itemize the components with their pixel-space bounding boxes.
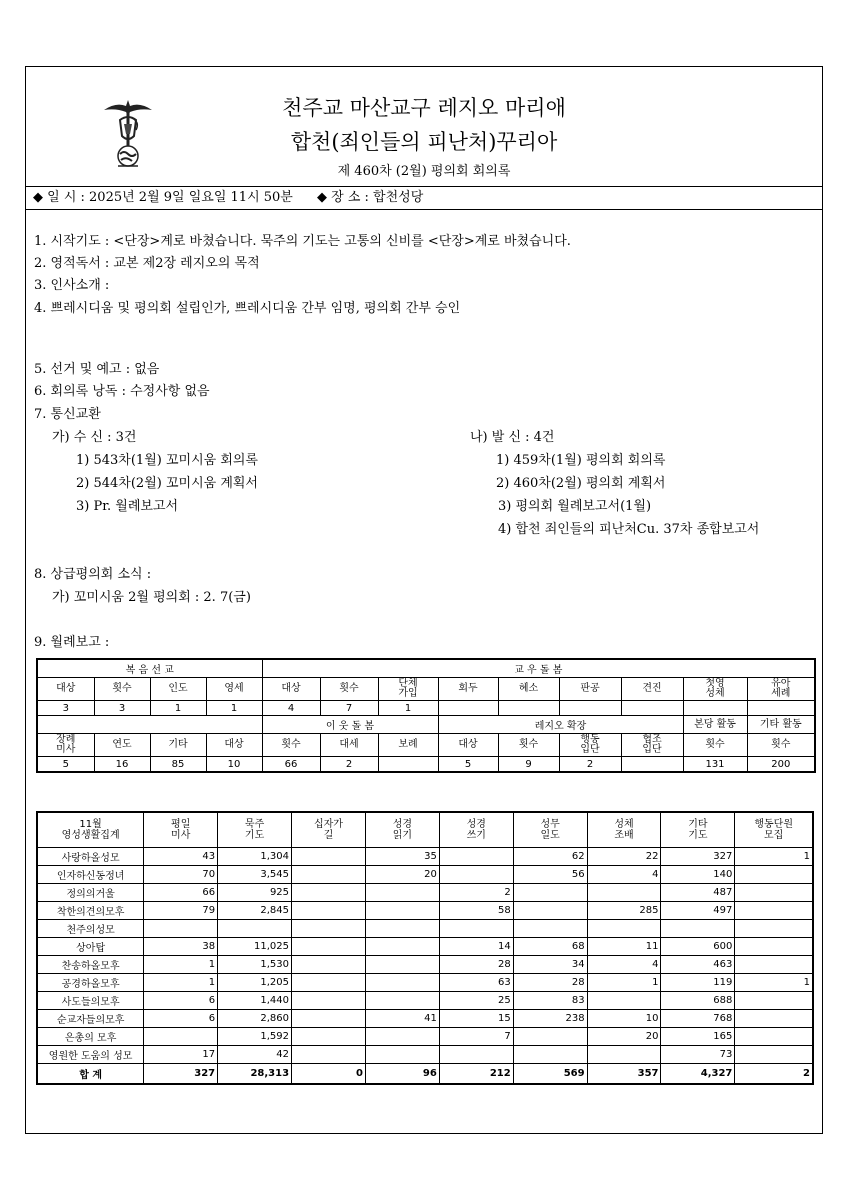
group-header-evangelization: 복 음 선 교 bbox=[37, 659, 262, 678]
table-cell: 7 bbox=[439, 1028, 513, 1046]
table-cell: 4 bbox=[262, 701, 320, 716]
table-cell bbox=[218, 920, 292, 938]
table-cell bbox=[439, 1046, 513, 1064]
table-cell bbox=[144, 1028, 218, 1046]
table-cell: 1,592 bbox=[218, 1028, 292, 1046]
table-cell: 34 bbox=[513, 956, 587, 974]
group-header-neighbor-care: 이 웃 돌 봄 bbox=[262, 716, 438, 734]
item-approvals: 4. 쁘레시디움 및 평의회 설립인가, 쁘레시디움 간부 임명, 평의회 간부 승인 bbox=[34, 301, 461, 316]
value-row bbox=[37, 701, 815, 716]
table-cell bbox=[587, 992, 661, 1010]
table-cell: 1,304 bbox=[218, 848, 292, 866]
meeting-date: ◆ 일 시 : 2025년 2월 9일 일요일 11시 50분 bbox=[33, 190, 293, 205]
table-cell bbox=[292, 902, 366, 920]
table-cell: 131 bbox=[683, 757, 747, 773]
table-cell: 58 bbox=[439, 902, 513, 920]
column-header: 견진 bbox=[621, 678, 683, 701]
table-cell bbox=[292, 884, 366, 902]
page-subtitle: 합천(죄인들의 피난처)꾸리아 bbox=[290, 130, 558, 154]
table-cell: 768 bbox=[661, 1010, 735, 1028]
column-header: 협조 입단 bbox=[621, 734, 683, 757]
table-cell: 327 bbox=[661, 848, 735, 866]
table-cell: 140 bbox=[661, 866, 735, 884]
received-item: 2) 544차(2월) 꼬미시움 계획서 bbox=[76, 476, 258, 491]
table-row bbox=[37, 1046, 813, 1064]
total-cell: 96 bbox=[365, 1064, 439, 1085]
received-item: 3) Pr. 월례보고서 bbox=[76, 499, 179, 514]
table-cell: 1 bbox=[144, 956, 218, 974]
table-cell: 22 bbox=[587, 848, 661, 866]
table-cell: 6 bbox=[144, 1010, 218, 1028]
sent-item: 3) 평의회 월례보고서(1월) bbox=[498, 499, 652, 514]
table-cell: 42 bbox=[218, 1046, 292, 1064]
sent-item: 2) 460차(2월) 평의회 계획서 bbox=[496, 476, 666, 491]
presidium-name: 사랑하올성모 bbox=[37, 848, 144, 866]
group-header-other-activity: 기타 활동 bbox=[747, 716, 815, 734]
table-cell bbox=[439, 920, 513, 938]
table-cell bbox=[735, 920, 813, 938]
table-cell bbox=[292, 1028, 366, 1046]
table-cell bbox=[735, 1028, 813, 1046]
table-cell: 1,530 bbox=[218, 956, 292, 974]
table-cell: 285 bbox=[587, 902, 661, 920]
column-header: 대세 bbox=[320, 734, 378, 757]
table-cell bbox=[559, 701, 621, 716]
table-cell bbox=[365, 884, 439, 902]
table-cell: 66 bbox=[144, 884, 218, 902]
table-cell bbox=[498, 701, 559, 716]
column-header: 행동 입단 bbox=[559, 734, 621, 757]
table-cell bbox=[365, 974, 439, 992]
total-row bbox=[37, 1064, 813, 1085]
table-cell: 20 bbox=[587, 1028, 661, 1046]
column-header: 횟수 bbox=[747, 734, 815, 757]
presidium-name: 정의의거울 bbox=[37, 884, 144, 902]
table-cell: 41 bbox=[365, 1010, 439, 1028]
received-item: 1) 543차(1월) 꼬미시움 회의록 bbox=[76, 453, 258, 468]
table-cell: 1 bbox=[735, 974, 813, 992]
column-header: 연도 bbox=[94, 734, 150, 757]
table-cell bbox=[621, 757, 683, 773]
table-cell: 2 bbox=[559, 757, 621, 773]
group-header-legion-expansion: 레지오 확장 bbox=[438, 716, 683, 734]
table-cell: 10 bbox=[587, 1010, 661, 1028]
item-higher-council: 8. 상급평의회 소식 : bbox=[34, 567, 152, 582]
table-cell bbox=[292, 956, 366, 974]
total-cell: 28,313 bbox=[218, 1064, 292, 1085]
table-row bbox=[37, 974, 813, 992]
table-cell bbox=[439, 866, 513, 884]
table-cell bbox=[292, 920, 366, 938]
total-cell: 357 bbox=[587, 1064, 661, 1085]
header-row bbox=[37, 734, 815, 757]
table-cell bbox=[735, 866, 813, 884]
monthly-report-table bbox=[36, 658, 816, 773]
column-header: 행동단원 모집 bbox=[735, 812, 813, 848]
table-cell: 2,845 bbox=[218, 902, 292, 920]
column-header: 인도 bbox=[150, 678, 206, 701]
table-cell: 600 bbox=[661, 938, 735, 956]
table-cell bbox=[587, 920, 661, 938]
total-cell: 4,327 bbox=[661, 1064, 735, 1085]
group-header-parish-activity: 본당 활동 bbox=[683, 716, 747, 734]
column-header: 대상 bbox=[262, 678, 320, 701]
table-cell bbox=[513, 1046, 587, 1064]
table-cell: 43 bbox=[144, 848, 218, 866]
table-cell: 497 bbox=[661, 902, 735, 920]
received-title: 가) 수 신 : 3건 bbox=[52, 430, 137, 445]
column-header: 횟수 bbox=[683, 734, 747, 757]
column-header: 기타 bbox=[150, 734, 206, 757]
table-cell bbox=[621, 701, 683, 716]
presidium-name: 사도들의모후 bbox=[37, 992, 144, 1010]
sent-item: 4) 합천 죄인들의 피난처Cu. 37차 종합보고서 bbox=[498, 522, 760, 537]
empty-group-cell bbox=[37, 716, 262, 734]
table-cell: 200 bbox=[747, 757, 815, 773]
table-cell: 2 bbox=[439, 884, 513, 902]
column-header: 평일 미사 bbox=[144, 812, 218, 848]
meeting-place: ◆ 장 소 : 합천성당 bbox=[317, 190, 424, 205]
table-cell: 70 bbox=[144, 866, 218, 884]
presidium-name: 찬송하올모후 bbox=[37, 956, 144, 974]
total-label: 합 계 bbox=[37, 1064, 144, 1085]
table-cell bbox=[438, 701, 498, 716]
table-cell: 28 bbox=[513, 974, 587, 992]
column-header: 11월 영성생활집계 bbox=[37, 812, 144, 848]
item-introduction: 3. 인사소개 : bbox=[34, 278, 110, 293]
table-cell: 25 bbox=[439, 992, 513, 1010]
table-cell bbox=[587, 884, 661, 902]
group-header-parishioner-care: 교 우 돌 봄 bbox=[262, 659, 815, 678]
table-cell bbox=[365, 920, 439, 938]
table-cell: 3 bbox=[37, 701, 94, 716]
table-cell: 16 bbox=[94, 757, 150, 773]
table-cell bbox=[144, 920, 218, 938]
meeting-title: 제 460차 (2월) 평의회 회의록 bbox=[337, 164, 511, 179]
table-cell bbox=[292, 866, 366, 884]
table-cell bbox=[513, 902, 587, 920]
table-cell: 238 bbox=[513, 1010, 587, 1028]
table-cell: 3,545 bbox=[218, 866, 292, 884]
table-cell: 165 bbox=[661, 1028, 735, 1046]
table-cell bbox=[365, 938, 439, 956]
table-cell bbox=[365, 992, 439, 1010]
table-cell bbox=[735, 992, 813, 1010]
table-cell: 7 bbox=[320, 701, 378, 716]
table-row bbox=[37, 938, 813, 956]
presidium-name: 천주의성모 bbox=[37, 920, 144, 938]
table-cell: 1,440 bbox=[218, 992, 292, 1010]
column-header: 단체 가입 bbox=[378, 678, 438, 701]
total-cell: 212 bbox=[439, 1064, 513, 1085]
table-cell: 5 bbox=[438, 757, 498, 773]
table-cell bbox=[587, 1046, 661, 1064]
table-cell: 1 bbox=[206, 701, 262, 716]
table-cell: 9 bbox=[498, 757, 559, 773]
table-cell bbox=[365, 956, 439, 974]
table-cell: 14 bbox=[439, 938, 513, 956]
table-row bbox=[37, 920, 813, 938]
table-cell bbox=[292, 1010, 366, 1028]
table-cell: 1 bbox=[150, 701, 206, 716]
table-cell bbox=[292, 1046, 366, 1064]
table-cell: 10 bbox=[206, 757, 262, 773]
column-header: 성경 쓰기 bbox=[439, 812, 513, 848]
table-cell bbox=[735, 1010, 813, 1028]
presidium-name: 영원한 도움의 성모 bbox=[37, 1046, 144, 1064]
table-cell bbox=[735, 902, 813, 920]
column-header: 판공 bbox=[559, 678, 621, 701]
total-cell: 569 bbox=[513, 1064, 587, 1085]
page-title: 천주교 마산교구 레지오 마리애 bbox=[282, 96, 566, 120]
table-cell: 66 bbox=[262, 757, 320, 773]
column-header: 묵주 기도 bbox=[218, 812, 292, 848]
table-cell bbox=[292, 848, 366, 866]
column-header: 대상 bbox=[37, 678, 94, 701]
table-cell: 79 bbox=[144, 902, 218, 920]
table-cell: 1 bbox=[587, 974, 661, 992]
table-row bbox=[37, 1010, 813, 1028]
table-cell: 15 bbox=[439, 1010, 513, 1028]
table-cell: 119 bbox=[661, 974, 735, 992]
table-cell: 68 bbox=[513, 938, 587, 956]
table-cell: 6 bbox=[144, 992, 218, 1010]
item-minutes-reading: 6. 회의록 낭독 : 수정사항 없음 bbox=[34, 384, 210, 399]
table-cell bbox=[661, 920, 735, 938]
table-cell: 487 bbox=[661, 884, 735, 902]
table-cell: 85 bbox=[150, 757, 206, 773]
table-cell: 1,205 bbox=[218, 974, 292, 992]
column-header: 성무 일도 bbox=[513, 812, 587, 848]
table-cell: 35 bbox=[365, 848, 439, 866]
item-opening-prayer: 1. 시작기도 : <단장>계로 바쳤습니다. 묵주의 기도는 고통의 신비를 <단장>계로 바쳤습니다. bbox=[34, 234, 571, 249]
total-cell: 0 bbox=[292, 1064, 366, 1085]
header-row bbox=[37, 678, 815, 701]
value-row bbox=[37, 757, 815, 773]
total-cell: 327 bbox=[144, 1064, 218, 1085]
item-monthly-report: 9. 월례보고 : bbox=[34, 635, 110, 650]
table-cell: 11 bbox=[587, 938, 661, 956]
table-cell bbox=[439, 848, 513, 866]
table-cell: 20 bbox=[365, 866, 439, 884]
column-header: 장례 미사 bbox=[37, 734, 94, 757]
column-header: 성체 조배 bbox=[587, 812, 661, 848]
column-header: 횟수 bbox=[498, 734, 559, 757]
column-header: 영세 bbox=[206, 678, 262, 701]
table-cell bbox=[292, 992, 366, 1010]
column-header: 회두 bbox=[438, 678, 498, 701]
table-cell: 4 bbox=[587, 956, 661, 974]
table-cell: 2 bbox=[320, 757, 378, 773]
table-cell: 62 bbox=[513, 848, 587, 866]
column-header: 혜소 bbox=[498, 678, 559, 701]
item-election: 5. 선거 및 예고 : 없음 bbox=[34, 362, 160, 377]
column-header: 유아 세례 bbox=[747, 678, 815, 701]
table-row bbox=[37, 956, 813, 974]
column-header: 성경 읽기 bbox=[365, 812, 439, 848]
table-cell: 1 bbox=[735, 848, 813, 866]
spiritual-life-table bbox=[36, 811, 814, 1085]
table-cell: 3 bbox=[94, 701, 150, 716]
column-header: 첫영 성체 bbox=[683, 678, 747, 701]
presidium-name: 착한의견의모후 bbox=[37, 902, 144, 920]
table-cell bbox=[513, 884, 587, 902]
total-cell: 2 bbox=[735, 1064, 813, 1085]
table-cell: 688 bbox=[661, 992, 735, 1010]
table-cell bbox=[747, 701, 815, 716]
table-cell bbox=[683, 701, 747, 716]
table-row bbox=[37, 848, 813, 866]
presidium-name: 은총의 모후 bbox=[37, 1028, 144, 1046]
table-cell: 83 bbox=[513, 992, 587, 1010]
meeting-info-bar bbox=[25, 186, 823, 210]
column-header: 십자가 길 bbox=[292, 812, 366, 848]
table-cell: 17 bbox=[144, 1046, 218, 1064]
table-cell: 73 bbox=[661, 1046, 735, 1064]
presidium-name: 공경하올모후 bbox=[37, 974, 144, 992]
column-header: 대상 bbox=[206, 734, 262, 757]
item-correspondence: 7. 통신교환 bbox=[34, 407, 101, 422]
header-row bbox=[37, 812, 813, 848]
column-header: 횟수 bbox=[94, 678, 150, 701]
table-cell: 5 bbox=[37, 757, 94, 773]
table-cell: 11,025 bbox=[218, 938, 292, 956]
table-cell bbox=[292, 938, 366, 956]
sent-item: 1) 459차(1월) 평의회 회의록 bbox=[496, 453, 666, 468]
sent-title: 나) 발 신 : 4건 bbox=[470, 430, 555, 445]
table-cell bbox=[735, 938, 813, 956]
table-cell bbox=[365, 902, 439, 920]
table-row bbox=[37, 992, 813, 1010]
item-spiritual-reading: 2. 영적독서 : 교본 제2장 레지오의 목적 bbox=[34, 256, 260, 271]
table-row bbox=[37, 884, 813, 902]
table-cell bbox=[513, 920, 587, 938]
table-cell bbox=[735, 956, 813, 974]
presidium-name: 순교자들의모후 bbox=[37, 1010, 144, 1028]
table-cell: 463 bbox=[661, 956, 735, 974]
table-cell: 4 bbox=[587, 866, 661, 884]
table-row bbox=[37, 1028, 813, 1046]
table-cell bbox=[378, 757, 438, 773]
table-cell: 1 bbox=[378, 701, 438, 716]
table-cell bbox=[513, 1028, 587, 1046]
table-cell: 925 bbox=[218, 884, 292, 902]
column-header: 횟수 bbox=[320, 678, 378, 701]
table-row bbox=[37, 866, 813, 884]
presidium-name: 상아탑 bbox=[37, 938, 144, 956]
table-cell: 2,860 bbox=[218, 1010, 292, 1028]
table-cell: 56 bbox=[513, 866, 587, 884]
table-cell bbox=[292, 974, 366, 992]
presidium-name: 인자하신동정녀 bbox=[37, 866, 144, 884]
column-header: 대상 bbox=[438, 734, 498, 757]
table-cell bbox=[365, 1028, 439, 1046]
table-cell bbox=[365, 1046, 439, 1064]
table-cell bbox=[735, 884, 813, 902]
table-cell: 1 bbox=[144, 974, 218, 992]
table-cell: 63 bbox=[439, 974, 513, 992]
table-row bbox=[37, 902, 813, 920]
column-header: 보례 bbox=[378, 734, 438, 757]
table-cell bbox=[735, 1046, 813, 1064]
column-header: 횟수 bbox=[262, 734, 320, 757]
table-cell: 38 bbox=[144, 938, 218, 956]
column-header: 기타 기도 bbox=[661, 812, 735, 848]
higher-council-news: 가) 꼬미시움 2월 평의회 : 2. 7(금) bbox=[52, 590, 251, 605]
table-cell: 28 bbox=[439, 956, 513, 974]
